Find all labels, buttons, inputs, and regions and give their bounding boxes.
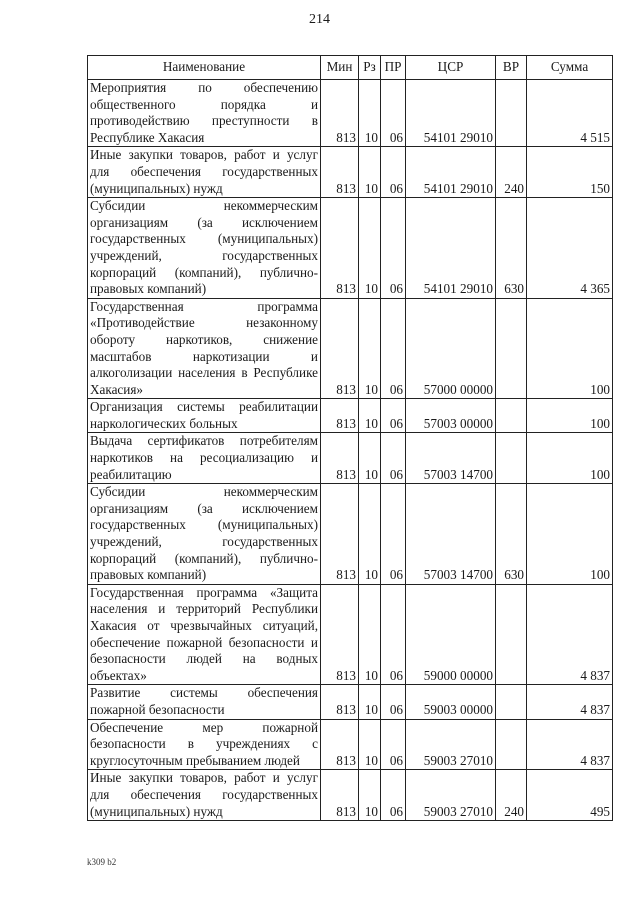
- cell-name: Субсидии некоммерческим организациям (за исключением государственных (муниципальных) учреждений, государственных корпораций (компаний), публично-правовых компаний): [88, 484, 321, 585]
- cell-pr: 06: [381, 719, 406, 770]
- cell-name: Мероприятия по обеспечению общественного порядка и противодействию преступности в Республике Хакасия: [88, 80, 321, 147]
- table-row: [88, 719, 613, 770]
- cell-min: 813: [321, 719, 359, 770]
- cell-pr: 06: [381, 198, 406, 299]
- table-header-row: [88, 56, 613, 80]
- cell-sum: 100: [527, 484, 613, 585]
- cell-sum: 495: [527, 770, 613, 821]
- footer-code: k309 b2: [87, 857, 117, 867]
- cell-csr: 54101 29010: [406, 198, 496, 299]
- header-rz: Рз: [359, 56, 381, 80]
- header-pr: ПР: [381, 56, 406, 80]
- cell-rz: 10: [359, 399, 381, 433]
- table-row: [88, 484, 613, 585]
- cell-rz: 10: [359, 433, 381, 484]
- cell-sum: 150: [527, 147, 613, 198]
- header-name: Наименование: [88, 56, 321, 80]
- cell-min: 813: [321, 399, 359, 433]
- header-csr: ЦСР: [406, 56, 496, 80]
- cell-pr: 06: [381, 685, 406, 719]
- cell-rz: 10: [359, 584, 381, 685]
- cell-csr: 57003 14700: [406, 484, 496, 585]
- cell-csr: 57000 00000: [406, 298, 496, 399]
- cell-vr: [496, 399, 527, 433]
- cell-min: 813: [321, 584, 359, 685]
- table-row: [88, 685, 613, 719]
- cell-csr: 59003 27010: [406, 719, 496, 770]
- cell-vr: 240: [496, 147, 527, 198]
- cell-sum: 100: [527, 298, 613, 399]
- cell-vr: [496, 719, 527, 770]
- table-row: [88, 399, 613, 433]
- cell-name: Развитие системы обеспечения пожарной безопасности: [88, 685, 321, 719]
- cell-csr: 54101 29010: [406, 147, 496, 198]
- cell-sum: 100: [527, 399, 613, 433]
- cell-sum: 4 365: [527, 198, 613, 299]
- table-row: [88, 584, 613, 685]
- cell-pr: 06: [381, 584, 406, 685]
- cell-csr: 57003 14700: [406, 433, 496, 484]
- cell-sum: 4 837: [527, 584, 613, 685]
- cell-name: Субсидии некоммерческим организациям (за исключением государственных (муниципальных) учреждений, государственных корпораций (компаний), публично-правовых компаний): [88, 198, 321, 299]
- cell-pr: 06: [381, 399, 406, 433]
- cell-rz: 10: [359, 770, 381, 821]
- cell-min: 813: [321, 484, 359, 585]
- header-sum: Сумма: [527, 56, 613, 80]
- cell-name: Государственная программа «Защита населения и территорий Республики Хакасия от чрезвычайных ситуаций, обеспечение пожарной безопасности и безопасности людей на водных объектах»: [88, 584, 321, 685]
- cell-name: Организация системы реабилитации наркологических больных: [88, 399, 321, 433]
- table-row: [88, 80, 613, 147]
- cell-vr: [496, 433, 527, 484]
- cell-sum: 4 515: [527, 80, 613, 147]
- cell-vr: [496, 80, 527, 147]
- cell-pr: 06: [381, 80, 406, 147]
- cell-sum: 4 837: [527, 685, 613, 719]
- cell-name: Обеспечение мер пожарной безопасности в учреждениях с круглосуточным пребыванием людей: [88, 719, 321, 770]
- cell-sum: 4 837: [527, 719, 613, 770]
- cell-vr: [496, 584, 527, 685]
- cell-csr: 59003 27010: [406, 770, 496, 821]
- cell-name: Иные закупки товаров, работ и услуг для обеспечения государственных (муниципальных) нужд: [88, 147, 321, 198]
- cell-vr: 240: [496, 770, 527, 821]
- table-row: [88, 198, 613, 299]
- cell-sum: 100: [527, 433, 613, 484]
- cell-min: 813: [321, 80, 359, 147]
- cell-rz: 10: [359, 484, 381, 585]
- cell-vr: [496, 685, 527, 719]
- page-number: 214: [309, 12, 330, 27]
- cell-csr: 54101 29010: [406, 80, 496, 147]
- cell-csr: 57003 00000: [406, 399, 496, 433]
- cell-min: 813: [321, 770, 359, 821]
- cell-vr: 630: [496, 484, 527, 585]
- table-row: [88, 770, 613, 821]
- table-row: [88, 433, 613, 484]
- cell-pr: 06: [381, 433, 406, 484]
- header-vr: ВР: [496, 56, 527, 80]
- cell-csr: 59003 00000: [406, 685, 496, 719]
- cell-vr: 630: [496, 198, 527, 299]
- cell-min: 813: [321, 198, 359, 299]
- cell-rz: 10: [359, 685, 381, 719]
- cell-rz: 10: [359, 298, 381, 399]
- cell-name: Иные закупки товаров, работ и услуг для обеспечения государственных (муниципальных) нужд: [88, 770, 321, 821]
- cell-name: Выдача сертификатов потребителям наркотиков на ресоциализацию и реабилитацию: [88, 433, 321, 484]
- cell-pr: 06: [381, 298, 406, 399]
- cell-pr: 06: [381, 770, 406, 821]
- cell-min: 813: [321, 147, 359, 198]
- cell-csr: 59000 00000: [406, 584, 496, 685]
- budget-table: [87, 55, 613, 821]
- cell-min: 813: [321, 685, 359, 719]
- cell-vr: [496, 298, 527, 399]
- table-row: [88, 147, 613, 198]
- cell-rz: 10: [359, 80, 381, 147]
- cell-rz: 10: [359, 147, 381, 198]
- cell-pr: 06: [381, 484, 406, 585]
- cell-min: 813: [321, 433, 359, 484]
- table-row: [88, 298, 613, 399]
- cell-rz: 10: [359, 198, 381, 299]
- cell-name: Государственная программа «Противодействие незаконному обороту наркотиков, снижение масштабов наркотизации и алкоголизации населения в Республике Хакасия»: [88, 298, 321, 399]
- header-min: Мин: [321, 56, 359, 80]
- cell-min: 813: [321, 298, 359, 399]
- cell-pr: 06: [381, 147, 406, 198]
- cell-rz: 10: [359, 719, 381, 770]
